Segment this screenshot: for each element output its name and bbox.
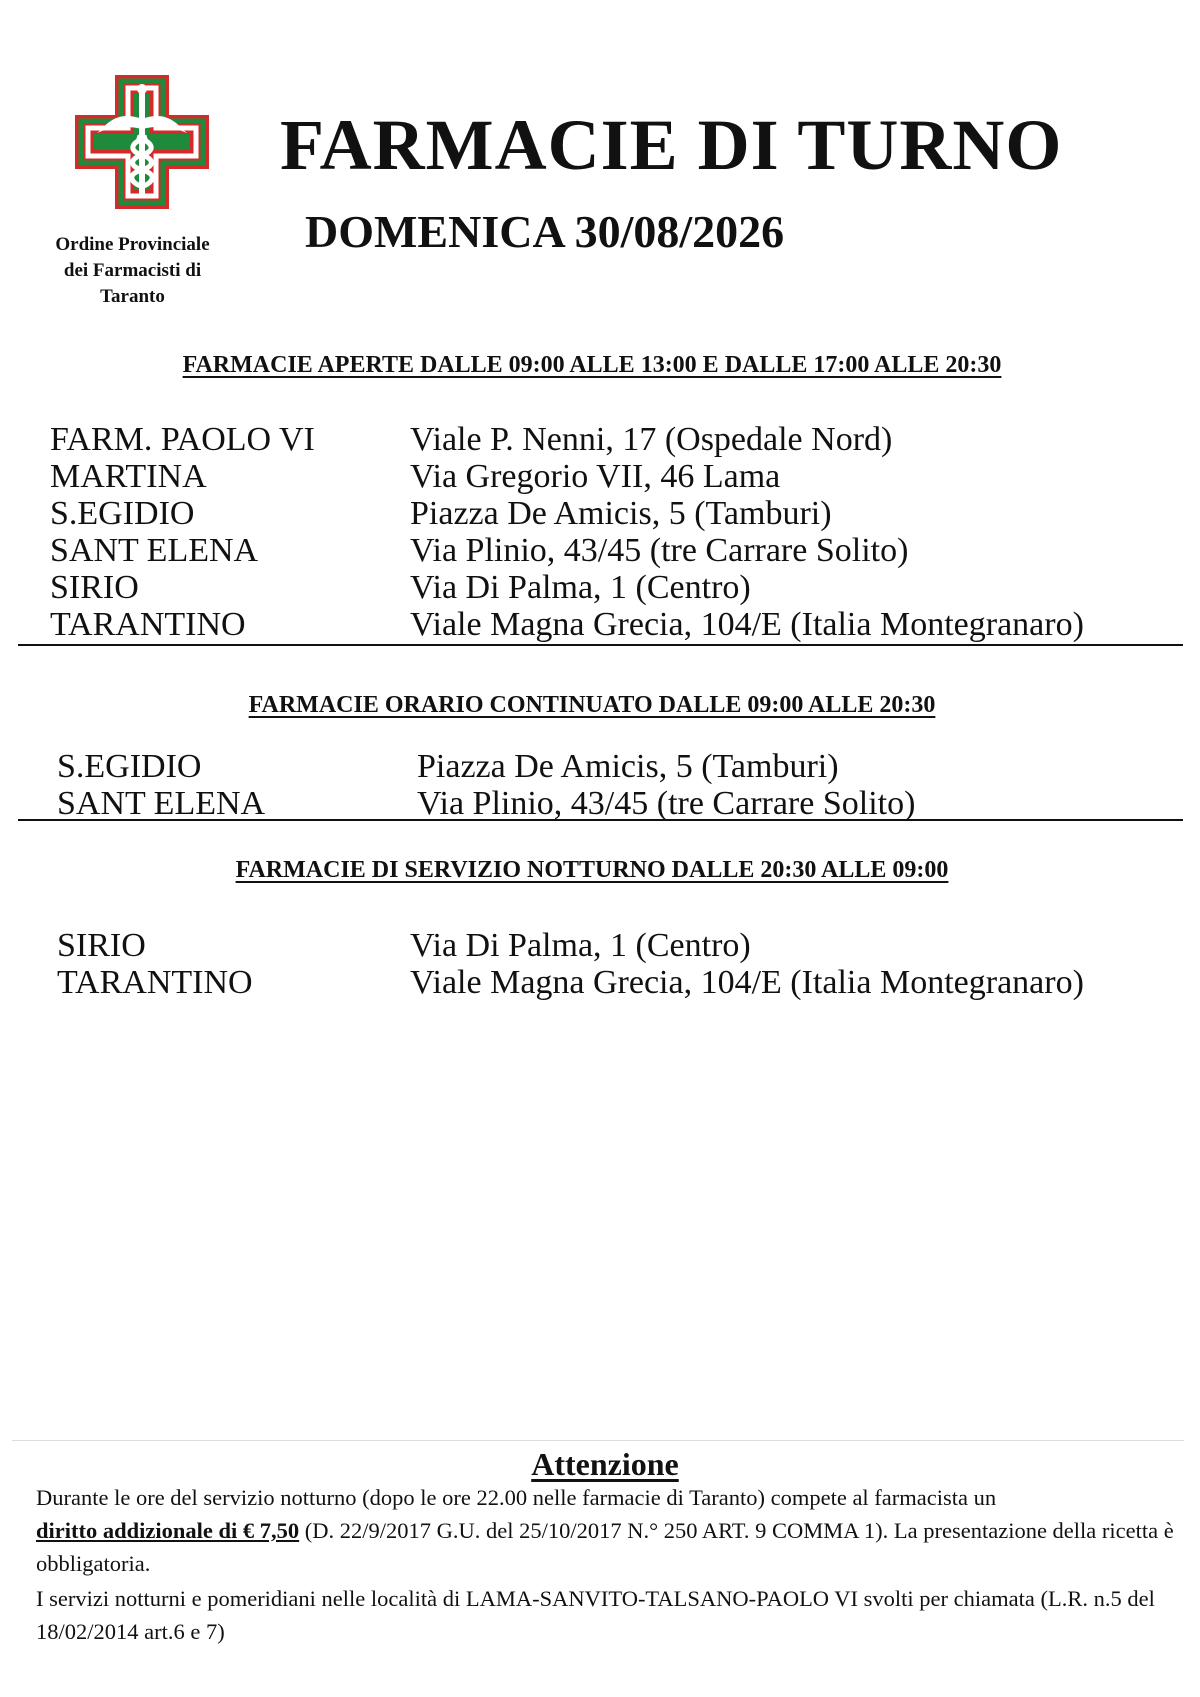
attention-fee: diritto addizionale di € 7,50 — [36, 1518, 300, 1543]
pharmacy-address: Piazza De Amicis, 5 (Tamburi) — [410, 495, 832, 532]
pharmacy-name: SANT ELENA — [57, 785, 266, 822]
pharmacy-row — [0, 421, 1184, 458]
pharmacy-address: Via Di Palma, 1 (Centro) — [410, 927, 751, 964]
page-title: FARMACIE DI TURNO — [280, 105, 1063, 185]
org-line: Taranto — [100, 286, 165, 307]
pharmacy-address: Viale Magna Grecia, 104/E (Italia Montegranaro) — [410, 964, 1084, 1001]
org-line: dei Farmacisti di — [63, 260, 202, 281]
pharmacy-name: S.EGIDIO — [57, 748, 202, 785]
attention-text: Durante le ore del servizio notturno (dopo le ore 22.00 nelle farmacie di Taranto) compete al farmacista un — [36, 1485, 997, 1510]
organization-name — [30, 232, 235, 310]
page-subtitle-date: DOMENICA 30/08/2026 — [305, 206, 785, 257]
pharmacy-address: Via Plinio, 43/45 (tre Carrare Solito) — [417, 785, 916, 822]
pharmacy-name: FARM. PAOLO VI — [50, 421, 315, 458]
pharmacy-row — [0, 606, 1184, 643]
section-heading-notturno: FARMACIE DI SERVIZIO NOTTURNO DALLE 20:30 ALLE 09:00 — [235, 857, 949, 883]
org-line: Ordine Provinciale — [55, 234, 210, 255]
pharmacy-address: Via Gregorio VII, 46 Lama — [410, 458, 781, 495]
divider — [12, 1440, 1184, 1441]
pharmacy-address: Via Plinio, 43/45 (tre Carrare Solito) — [410, 532, 909, 569]
pharmacy-row — [0, 785, 1184, 822]
pharmacy-row — [0, 458, 1184, 495]
section-heading-continuato: FARMACIE ORARIO CONTINUATO DALLE 09:00 ALLE 20:30 — [248, 692, 936, 718]
pharmacy-name: TARANTINO — [50, 606, 246, 643]
pharmacy-list-aperte — [0, 421, 1184, 643]
pharmacy-row — [0, 748, 1184, 785]
pharmacy-row — [0, 532, 1184, 569]
attention-paragraph-2: I servizi notturni e pomeridiani nelle località di LAMA-SANVITO-TALSANO-PAOLO VI svolti per chiamata (L.R. n.5 del 18/02/2014 art.6 e 7) — [36, 1586, 1155, 1644]
pharmacy-name: TARANTINO — [57, 964, 253, 1001]
attention-text: (D. 22/9/2017 G.U. del 25/10/2017 N.° 250 ART. 9 COMMA 1). La presentazione della ricetta è obbligatoria. — [36, 1518, 1174, 1576]
attention-title: Attenzione — [531, 1446, 679, 1482]
attention-paragraph — [36, 1481, 1176, 1580]
pharmacy-list-continuato — [0, 748, 1184, 822]
pharmacy-name: SIRIO — [50, 569, 139, 606]
pharmacy-name: SIRIO — [57, 927, 146, 964]
pharmacy-address: Via Di Palma, 1 (Centro) — [410, 569, 751, 606]
divider — [18, 644, 1183, 646]
pharmacy-address: Viale Magna Grecia, 104/E (Italia Montegranaro) — [410, 606, 1084, 643]
pharmacy-cross-caduceus-icon — [75, 75, 209, 209]
pharmacy-address: Piazza De Amicis, 5 (Tamburi) — [417, 748, 839, 785]
pharmacy-row — [0, 964, 1184, 1001]
pharmacy-name: S.EGIDIO — [50, 495, 195, 532]
divider — [18, 819, 1183, 821]
pharmacy-address: Viale P. Nenni, 17 (Ospedale Nord) — [410, 421, 893, 458]
pharmacy-list-notturno — [0, 927, 1184, 1001]
pharmacy-row — [0, 927, 1184, 964]
pharmacy-name: MARTINA — [50, 458, 207, 495]
pharmacy-name: SANT ELENA — [50, 532, 259, 569]
pharmacy-row — [0, 495, 1184, 532]
section-heading-aperte: FARMACIE APERTE DALLE 09:00 ALLE 13:00 E DALLE 17:00 ALLE 20:30 — [182, 352, 1002, 378]
pharmacy-row — [0, 569, 1184, 606]
